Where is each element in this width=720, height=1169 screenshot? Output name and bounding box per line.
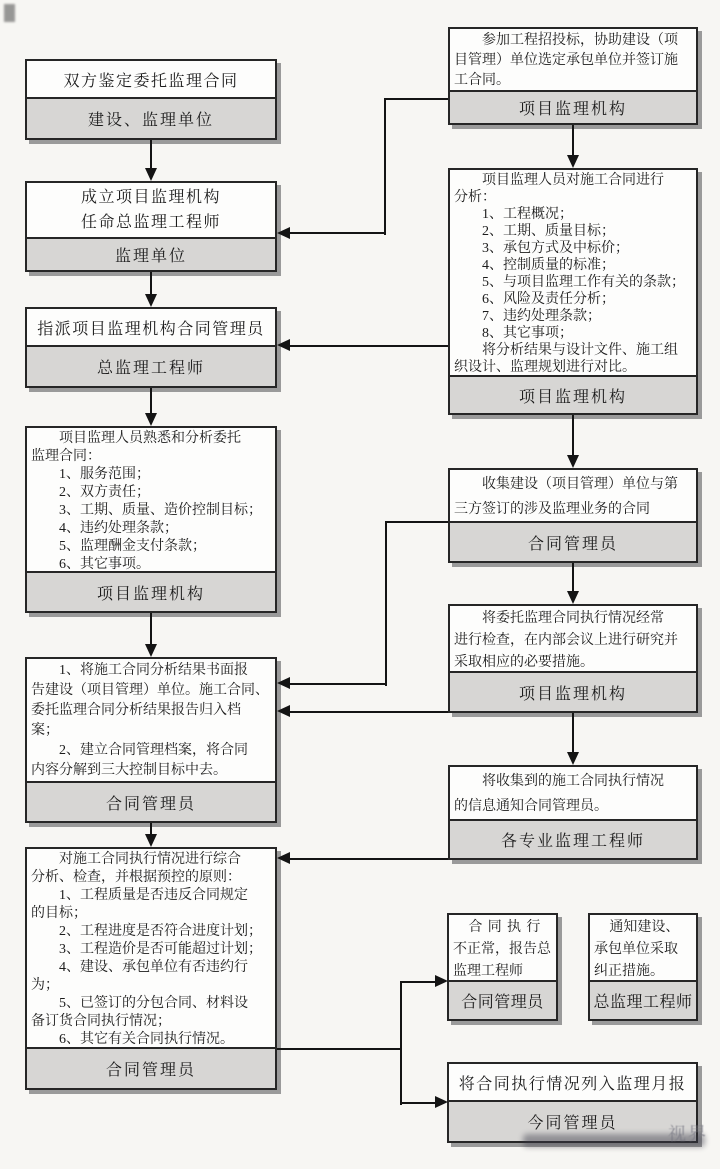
box-role: 建设、监理单位: [27, 97, 275, 138]
arrow-r3-r4-head: [567, 591, 579, 604]
box-text-line: 6、其它有关合同执行情况。: [59, 1032, 234, 1047]
connector-r1-l2-head: [277, 227, 290, 239]
box-text-line: 案；: [31, 723, 59, 738]
box-text-line: 4、控制质量的标准；: [482, 258, 615, 273]
box-text: [27, 428, 275, 571]
box-text-line: 3、工程造价是否可能超过计划；: [59, 942, 262, 957]
box-text-line: 4、建设、承包单位有否违约行: [59, 960, 248, 975]
box-role: 项目监理机构: [450, 671, 696, 711]
box-notify-corrective-action: [588, 913, 698, 1021]
connector-r3-l5-head: [277, 677, 290, 689]
box-text-line: 2、建立合同管理档案，将合同: [59, 743, 248, 758]
box-text: [450, 767, 696, 819]
box-text-line: 分析、检查，并根据预控的原则：: [31, 870, 241, 885]
box-text-line: 2、双方责任；: [59, 485, 150, 500]
box-text-line: 对施工合同执行情况进行综合: [59, 852, 241, 867]
arrow-l5-l6-head: [145, 834, 157, 847]
connector-l6-branch-stem: [277, 1048, 400, 1050]
box-text-line: 收集建设（项目管理）单位与第: [482, 477, 678, 492]
box-text-line: 进行检查，在内部会议上进行研究并: [454, 633, 678, 648]
box-text-line: 的信息通知合同管理员。: [454, 799, 608, 814]
box-text-line: 工合同。: [454, 73, 510, 88]
box-text: [450, 29, 696, 90]
box-text-line: 三方签订的涉及监理业务的合同: [454, 502, 650, 517]
box-notify-contract-admin: [448, 765, 698, 860]
connector-l6-branch-vertical: [400, 981, 402, 1105]
arrow-l2-l3-head: [145, 294, 157, 307]
arrow-r2-r3-shaft: [572, 415, 574, 455]
box-bidding-assist: [448, 27, 698, 125]
box-text-line: 将委托监理合同执行情况经常: [482, 611, 664, 626]
box-monthly-report: [447, 1062, 698, 1143]
box-text-line: 1、将施工合同分析结果书面报: [59, 663, 248, 678]
box-text: [27, 849, 275, 1047]
box-role: 合同管理员: [449, 980, 556, 1019]
box-text-line: 6、风险及责任分析；: [482, 292, 615, 307]
box-text-line: 分析：: [454, 190, 496, 205]
box-text-line: 目管理）单位选定承包单位并签订施: [454, 53, 678, 68]
box-establish-supervision-org: [25, 181, 277, 272]
box-title-line: 成立项目监理机构: [80, 189, 221, 206]
box-text-line: 纠正措施。: [594, 964, 664, 979]
box-text-line: 织设计、监理规划进行对比。: [454, 360, 636, 375]
box-text: [590, 915, 696, 980]
box-text-line: 5、监理酬金支付条款；: [59, 539, 206, 554]
box-text-line: 承包单位采取: [594, 942, 678, 957]
box-text-line: 项目监理人员对施工合同进行: [482, 173, 664, 188]
connector-r1-l2-vertical: [384, 98, 386, 235]
box-text-line: 通知建设、: [609, 920, 680, 935]
box-role: 项目监理机构: [450, 90, 696, 123]
box-text-line: 7、违约处理条款；: [482, 309, 601, 324]
box-title: 双方鉴定委托监理合同: [63, 72, 239, 90]
connector-r5-l6-head: [277, 852, 290, 864]
watermark-text: 视界: [668, 1124, 708, 1144]
connector-r2-l3-head: [277, 339, 290, 351]
arrow-r4-r5-shaft: [572, 713, 574, 752]
box-text-line: 2、工期、质量目标；: [482, 224, 615, 239]
box-text-line: 1、工程概况；: [482, 207, 573, 222]
box-text-line: 1、工程质量是否违反合同规定: [59, 888, 248, 903]
box-text-line: 参加工程招投标，协助建设（项: [482, 33, 678, 48]
arrow-r3-r4-shaft: [572, 563, 574, 591]
box-text-line: 的目标；: [31, 906, 87, 921]
box-text: [450, 470, 696, 521]
arrow-l2-l3-shaft: [150, 272, 152, 294]
box-text-line: 2、工程进度是否符合进度计划；: [59, 924, 262, 939]
box-text-line: 将收集到的施工合同执行情况: [482, 774, 664, 789]
box-role: 监理单位: [27, 237, 275, 270]
arrow-l1-l2-shaft: [150, 140, 152, 168]
box-role: 总监理工程师: [590, 980, 696, 1019]
connector-l6-r7-line: [400, 1102, 436, 1104]
corner-artifact: [4, 4, 15, 22]
box-text-line: 5、与项目监理工作有关的条款；: [482, 275, 685, 290]
box-text-line: 监理工程师: [453, 964, 523, 979]
arrow-l4-l5-head: [145, 644, 157, 657]
box-check-entrust-contract: [448, 604, 698, 713]
box-role: 总监理工程师: [27, 345, 275, 386]
box-text: [450, 606, 696, 671]
connector-l6-r6a-head: [435, 975, 448, 987]
arrow-l1-l2-head: [145, 168, 157, 181]
connector-r5-l6-line: [290, 858, 448, 860]
connector-r3-l5-vertical: [385, 521, 387, 686]
box-text-line: 将分析结果与设计文件、施工组: [482, 343, 678, 358]
arrow-l5-l6-shaft: [150, 823, 152, 834]
box-text-line: 8、其它事项；: [482, 326, 573, 341]
arrow-l3-l4-head: [145, 413, 157, 426]
box-text-line: 合同执行: [468, 920, 546, 935]
box-title: 指派项目监理机构合同管理员: [37, 320, 265, 338]
box-role: 各专业监理工程师: [450, 819, 696, 858]
box-role: 今同管理员: [449, 1100, 696, 1141]
arrow-r2-r3-head: [567, 455, 579, 468]
connector-r3-l5-top: [385, 521, 448, 523]
box-title: 将合同执行情况列入监理月报: [458, 1075, 687, 1093]
box-text-line: 4、违约处理条款；: [59, 521, 178, 536]
arrow-l4-l5-shaft: [150, 613, 152, 644]
box-role: 合同管理员: [27, 1047, 275, 1088]
box-text-line: 委托监理合同分析结果报告归入档: [31, 703, 241, 718]
connector-r1-l2-top: [384, 98, 448, 100]
connector-l6-r6a-line: [400, 981, 436, 983]
box-text-line: 监理合同：: [31, 449, 101, 464]
box-text-line: 不正常，报告总: [453, 942, 551, 957]
box-assign-contract-admin: [25, 307, 277, 388]
box-role: 合同管理员: [27, 781, 275, 821]
box-abnormal-report: [447, 913, 558, 1021]
box-role: 项目监理机构: [450, 375, 696, 413]
box-sign-supervision-contract: [25, 59, 277, 140]
box-role: 合同管理员: [450, 521, 696, 561]
box-comprehensive-check: [25, 847, 277, 1090]
connector-l6-r7-head: [435, 1096, 448, 1108]
box-text-line: 5、已签订的分包合同、材料设: [59, 996, 248, 1011]
box-text-line: 备订货合同执行情况；: [31, 1014, 171, 1029]
box-analyze-construction-contract: [448, 168, 698, 415]
box-text-line: 为；: [31, 978, 59, 993]
box-report-analysis-results: [25, 657, 277, 823]
box-text-line: 内容分解到三大控制目标中去。: [31, 763, 227, 778]
connector-r4-l5-head: [277, 705, 290, 717]
box-collect-third-party-contracts: [448, 468, 698, 563]
box-text-line: 项目监理人员熟悉和分析委托: [59, 431, 241, 446]
box-text-line: 1、服务范围；: [59, 467, 150, 482]
connector-r1-l2-bottom: [290, 232, 386, 234]
box-role: 项目监理机构: [27, 571, 275, 611]
box-title: [27, 183, 275, 237]
box-text: [450, 170, 696, 375]
connector-r2-l3-line: [290, 345, 448, 347]
box-title-line: 任命总监理工程师: [80, 214, 221, 231]
box-analyze-entrust-contract: [25, 426, 277, 613]
box-text: [449, 915, 556, 980]
connector-r3-l5-bottom: [290, 683, 387, 685]
arrow-r4-r5-head: [567, 752, 579, 765]
box-text-line: 6、其它事项。: [59, 557, 150, 571]
box-text-line: 3、承包方式及中标价；: [482, 241, 629, 256]
box-text-line: 3、工期、质量、造价控制目标；: [59, 503, 262, 518]
arrow-l3-l4-shaft: [150, 388, 152, 413]
connector-r4-l5-line: [290, 711, 448, 713]
box-text-line: 告建设（项目管理）单位。施工合同、: [31, 683, 269, 698]
arrow-r1-r2-shaft: [572, 125, 574, 155]
arrow-r1-r2-head: [567, 155, 579, 168]
box-text-line: 采取相应的必要措施。: [454, 655, 594, 670]
box-text: [27, 659, 275, 781]
